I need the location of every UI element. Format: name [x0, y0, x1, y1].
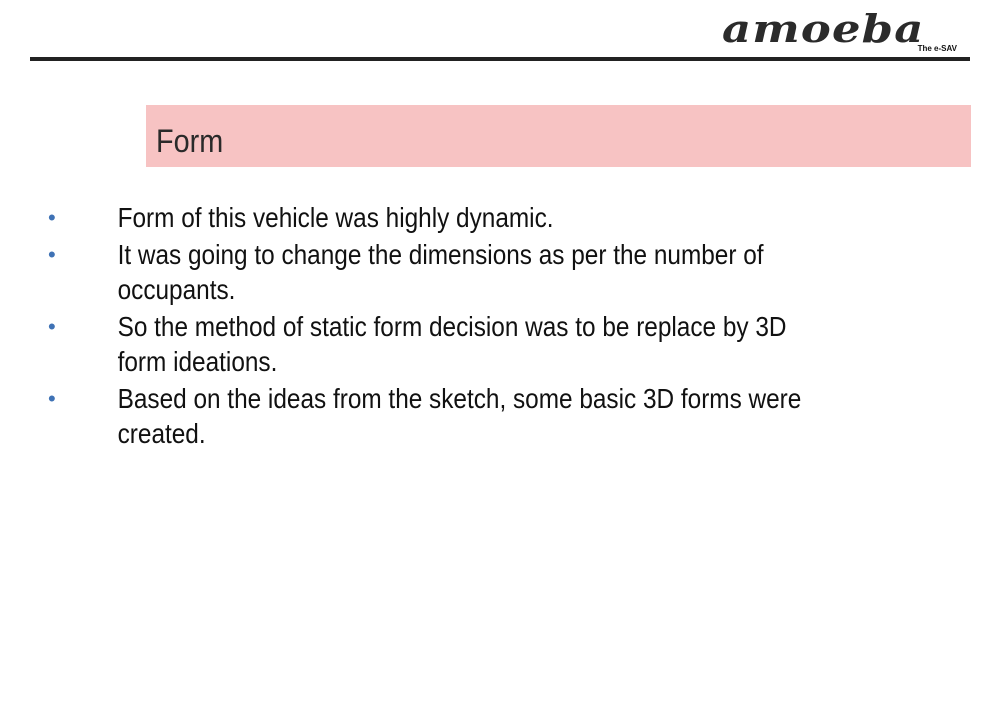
logo-wordmark: amoeba	[722, 6, 925, 51]
bullet-icon: •	[48, 386, 56, 411]
bullet-item	[48, 309, 968, 379]
slide-title-bar	[146, 105, 971, 167]
bullet-icon: •	[48, 242, 56, 267]
logo-tagline: The e-SAV	[917, 44, 957, 53]
bullet-icon: •	[48, 205, 56, 230]
bullet-text: It was going to change the dimensions as per the number of occupants.	[117, 239, 764, 305]
bullet-text: Based on the ideas from the sketch, some basic 3D forms were created.	[117, 383, 802, 449]
bullet-text: So the method of static form decision was to be replace by 3D form ideations.	[117, 311, 787, 377]
bullet-item	[48, 381, 968, 451]
bullet-list	[48, 200, 968, 453]
slide-title: Form	[156, 123, 224, 159]
header-divider	[30, 57, 970, 61]
bullet-icon: •	[48, 314, 56, 339]
amoeba-logo	[722, 6, 967, 56]
bullet-text: Form of this vehicle was highly dynamic.	[117, 202, 554, 233]
bullet-item	[48, 237, 968, 307]
bullet-item	[48, 200, 968, 235]
